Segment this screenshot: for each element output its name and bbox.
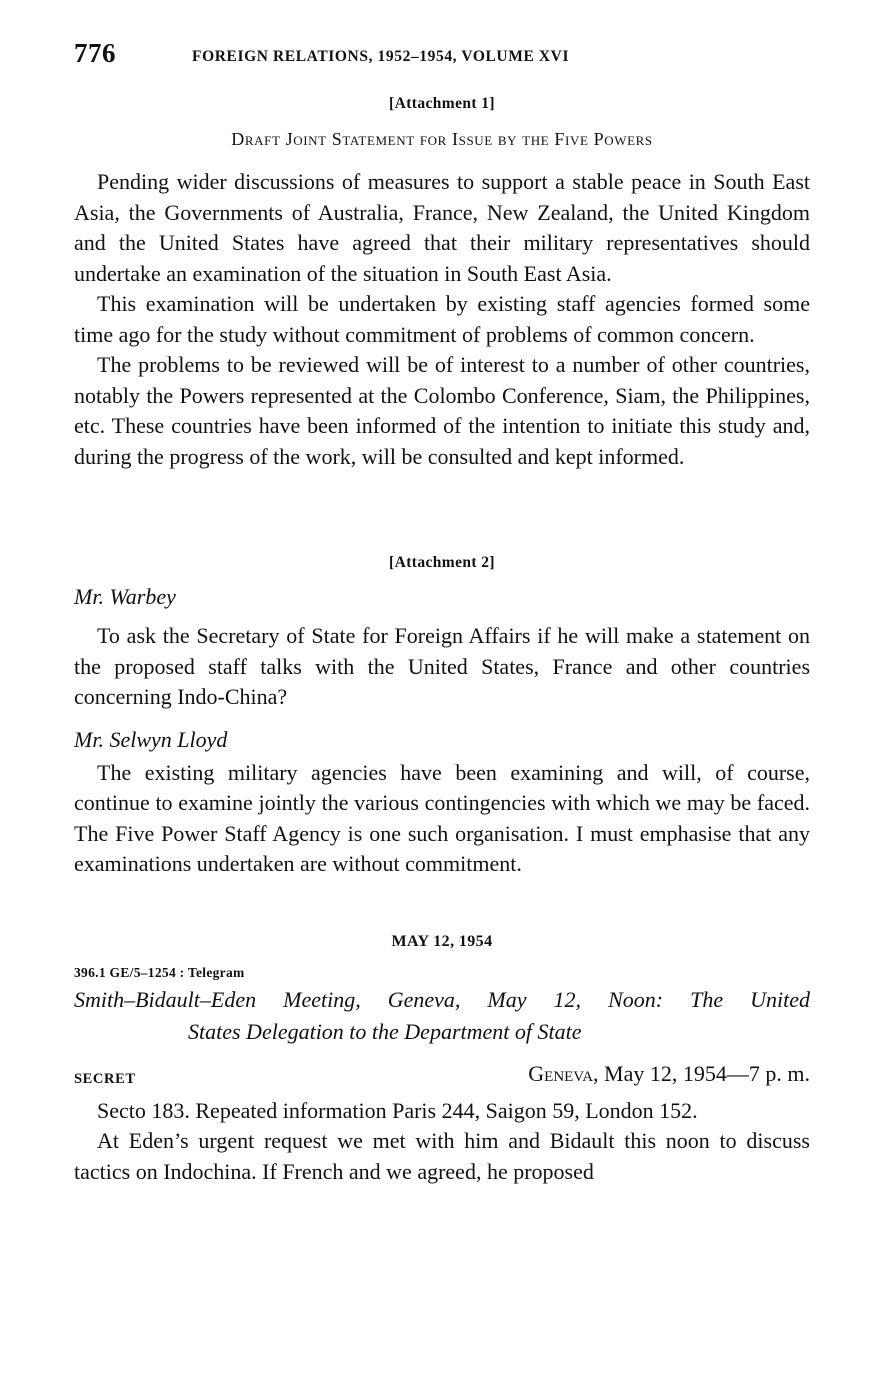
- parliamentary-answer: The existing military agencies have been examining and will, of course, continue to examine jointly the various contingencies with which we may be faced. The Five Power Staff Agency is one such organisation. I must emphasise that any examinations undertaken are without commitment.: [74, 759, 810, 876]
- running-head: [74, 38, 810, 82]
- speaker-warbey: Mr. Warbey: [74, 584, 176, 609]
- place: Geneva,: [528, 1060, 599, 1086]
- speaker-selwyn-lloyd: Mr. Selwyn Lloyd: [74, 726, 228, 752]
- datetime: May 12, 1954—7 p. m.: [604, 1060, 810, 1086]
- attachment-2-label: [Attachment 2]: [389, 554, 495, 571]
- telegram-paragraph: At Eden’s urgent request we met with him and Bidault this noon to discuss tactics on Indochina. If French and we agreed, he proposed: [74, 1128, 810, 1184]
- date-heading: MAY 12, 1954: [391, 932, 493, 950]
- dateline: [74, 1061, 810, 1093]
- running-title: FOREIGN RELATIONS, 1952–1954, VOLUME XVI: [192, 48, 570, 65]
- telegram-title: [74, 984, 810, 1048]
- parliamentary-question: To ask the Secretary of State for Foreign Affairs if he will make a statement on the proposed staff talks with the United States, France and other countries concerning Indo-China?: [74, 623, 810, 709]
- telegram-title-line-2: States Delegation to the Department of State: [188, 1018, 582, 1044]
- classification-marking: SECRET: [74, 1070, 136, 1087]
- statement-paragraph: This examination will be undertaken by existing staff agencies formed some time ago for the study without commitment of problems of common concern.: [74, 291, 810, 347]
- document-page: [74, 38, 810, 1187]
- telegram-title-line-1: Smith–Bidault–Eden Meeting, Geneva, May 12, Noon: The United: [74, 986, 810, 1012]
- file-reference: 396.1 GE/5–1254 : Telegram: [74, 964, 245, 980]
- joint-statement-heading: Draft Joint Statement for Issue by the Five Powers: [231, 129, 653, 149]
- statement-paragraph: The problems to be reviewed will be of interest to a number of other countries, notably the Powers represented at the Colombo Conference, Siam, the Philippines, etc. These countries have been informed of the intention to initiate this study and, during the progress of the work, will be consulted and kept informed.: [74, 352, 810, 469]
- page-number: 776: [74, 38, 116, 68]
- attachment-1-label: [Attachment 1]: [389, 95, 495, 112]
- telegram-paragraph: Secto 183. Repeated information Paris 244, Saigon 59, London 152.: [97, 1097, 698, 1123]
- place-date: [528, 1061, 810, 1087]
- statement-paragraph: Pending wider discussions of measures to support a stable peace in South East Asia, the Governments of Australia, France, New Zealand, the United Kingdom and the United States have agreed that their military representatives should undertake an examination of the situation in South East Asia.: [74, 169, 810, 286]
